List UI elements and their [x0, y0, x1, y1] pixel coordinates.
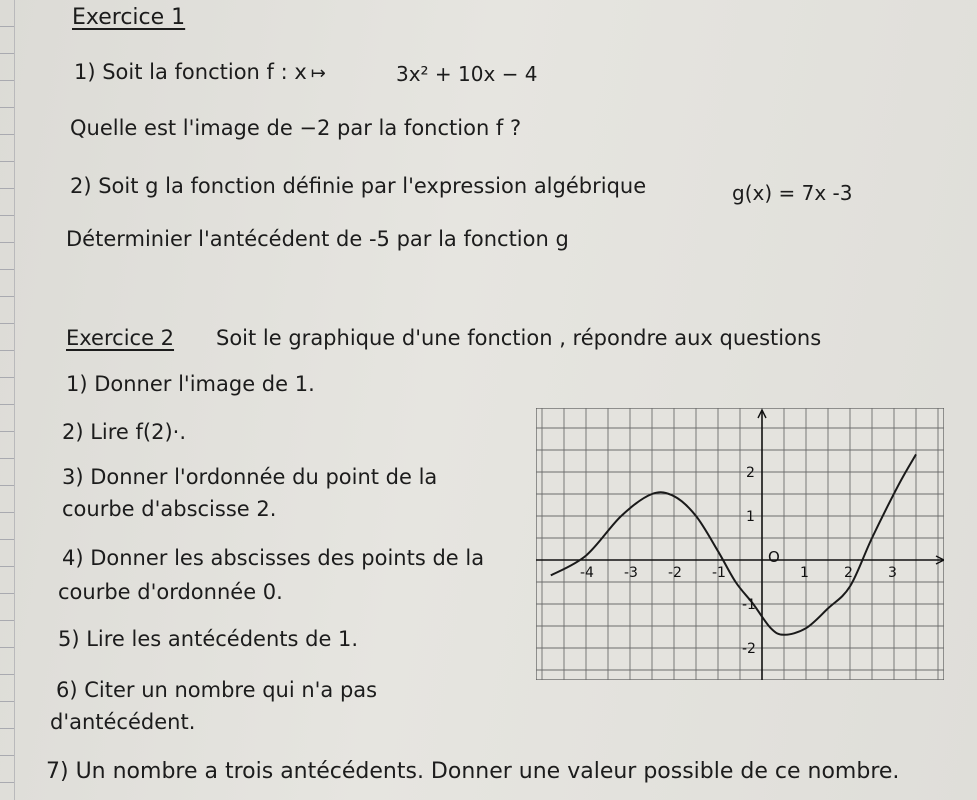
exercise1-q2-text: 2) Soit g la fonction définie par l'expression algébrique: [70, 174, 647, 198]
function-graph: [536, 408, 944, 680]
exercise1-title: Exercice 1: [72, 5, 186, 30]
x-tick-label: 1: [800, 565, 809, 581]
x-tick-label: -2: [668, 565, 682, 581]
exercise2-question-2: 2) Lire f(2)·.: [62, 420, 187, 444]
exercise2-question-1: 1) Donner l'image de 1.: [66, 372, 315, 396]
exercise2-question-4-line1: 4) Donner les abscisses des points de la: [62, 546, 485, 570]
notebook-margin-rule: [14, 0, 15, 800]
exercise2-question-5: 5) Lire les antécédents de 1.: [58, 627, 359, 651]
y-tick-label: -1: [742, 597, 756, 613]
exercise2-question-4-line2: courbe d'ordonnée 0.: [58, 580, 283, 604]
y-tick-label: -2: [742, 641, 756, 657]
origin-label: O: [768, 548, 780, 566]
x-tick-label: -4: [580, 565, 594, 581]
exercise2-question-3-line1: 3) Donner l'ordonnée du point de la: [62, 465, 438, 489]
function-graph-svg: [536, 408, 944, 680]
x-tick-label: -1: [712, 565, 726, 581]
exercise1-q1-text: 1) Soit la fonction f : x ↦: [74, 60, 326, 84]
exercise2-intro: Soit le graphique d'une fonction , répondre aux questions: [216, 326, 822, 350]
x-tick-label: -3: [624, 565, 638, 581]
notebook-margin-lines: [0, 0, 14, 800]
exercise2-question-3-line2: courbe d'abscisse 2.: [62, 497, 277, 521]
exercise2-question-6-line2: d'antécédent.: [50, 710, 196, 734]
exercise2-question-7: 7) Un nombre a trois antécédents. Donner une valeur possible de ce nombre.: [46, 759, 900, 784]
x-tick-label: 3: [888, 565, 897, 581]
y-tick-label: 2: [746, 465, 755, 481]
exercise1-q1-question: Quelle est l'image de −2 par la fonction f ?: [70, 116, 522, 140]
exercise1-q2-question: Déterminier l'antécédent de -5 par la fonction g: [66, 227, 569, 251]
exercise1-q2-expression: g(x) = 7x -3: [732, 181, 853, 205]
exercise2-title: Exercice 2: [66, 326, 175, 350]
y-tick-label: 1: [746, 509, 755, 525]
exercise2-question-6-line1: 6) Citer un nombre qui n'a pas: [56, 678, 378, 702]
exercise1-q1-expression: 3x² + 10x − 4: [396, 62, 538, 86]
x-tick-label: 2: [844, 565, 853, 581]
